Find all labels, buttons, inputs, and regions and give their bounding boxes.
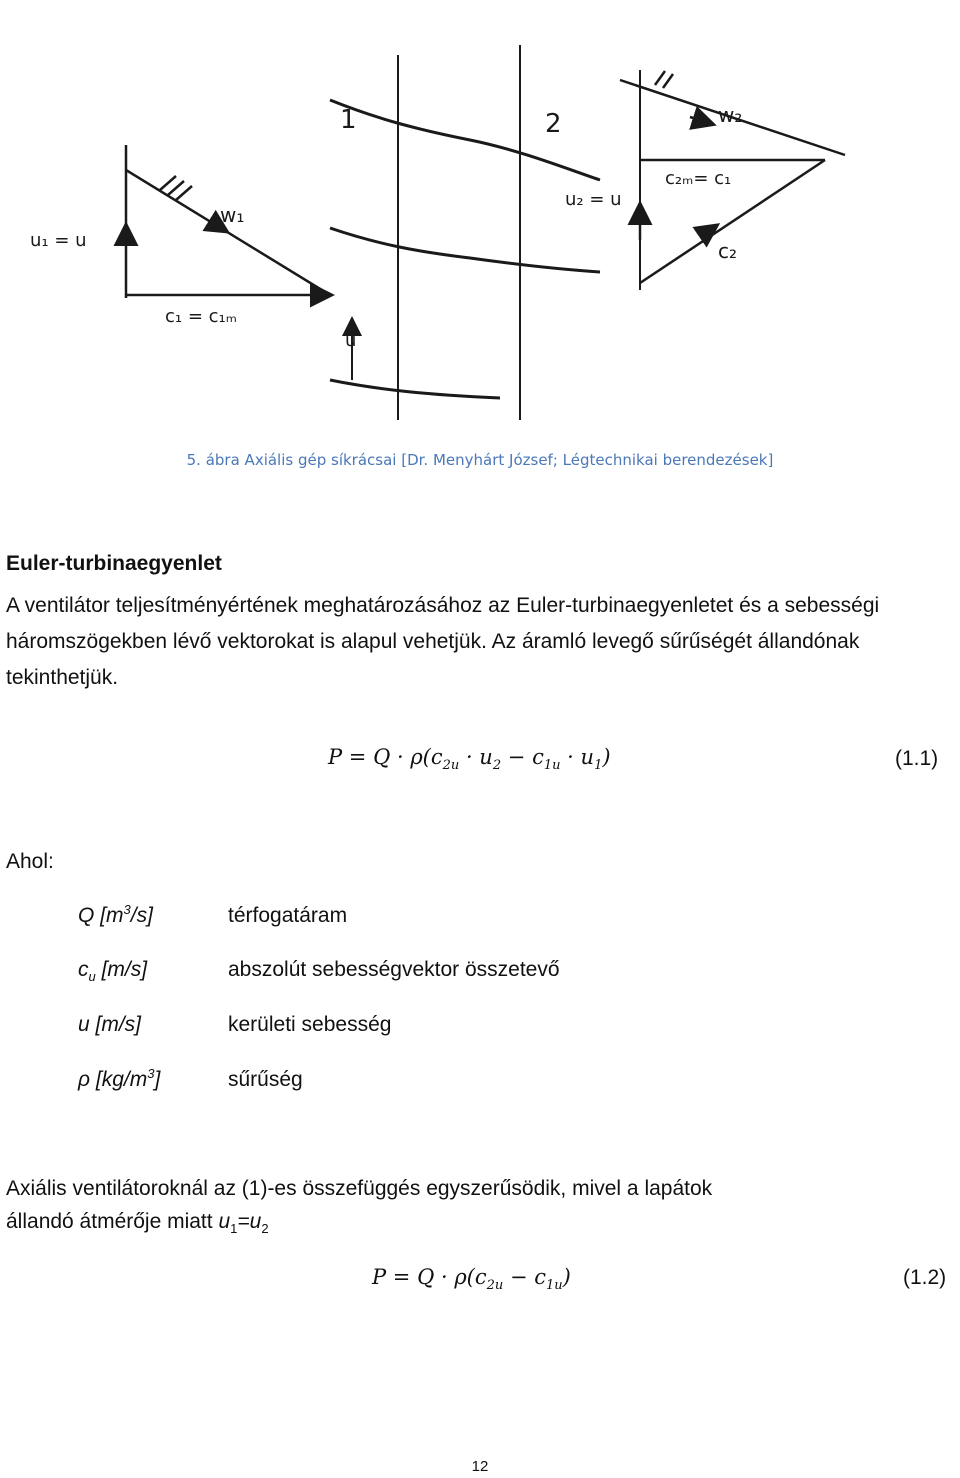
u1-label: u₁ = u [30,230,87,251]
u-label: u [345,330,357,351]
equation-number-1-1: (1.1) [895,747,939,770]
w1-label: w₁ [220,203,245,227]
c2-label: c₂ [718,239,738,263]
intro-paragraph: A ventilátor teljesítményértének meghatározásához az Euler-turbinaegyenletet és a sebességi háromszögekben lévő vektorokat is alapul vehetjük. Az áramló levegő sűrűségét állandónak tekinthetjük. [6,594,880,689]
desc-u: kerületi sebesség [228,1013,392,1036]
axial-cascade-figure [0,0,960,440]
blade-cascade [330,45,640,420]
equation-1-2: $P = Q \cdot \rho(c_{2u} - c_{1u})$ [372,1265,571,1294]
desc-q: térfogatáram [228,904,348,927]
equation-1-1: $P = Q \cdot \rho(c_{2u} \cdot u_2 - c_{1u} \cdot u_1)$ [328,745,611,774]
page-number: 12 [471,1458,489,1475]
equation-number-1-2: (1.2) [903,1266,947,1289]
blade-1-label: 1 [340,105,357,135]
symbol-rho: ρ $[kg/m^3]$ [78,1066,161,1091]
figure-caption: 5. ábra Axiális gép síkrácsai [Dr. Menyhárt József; Légtechnikai berendezések] [186,451,774,469]
symbol-q: Q $[m^3/s]$ [78,902,153,927]
desc-cu: abszolút sebességvektor összetevő [228,958,560,981]
axial-line-2: állandó átmérője miatt $u_1=u_2$ [6,1210,269,1237]
axial-line-1: Axiális ventilátoroknál az (1)-es összefüggés egyszerűsödik, mivel a lapátok [6,1177,713,1200]
where-label: Ahol: [6,850,54,873]
w2-label: w₂ [718,103,743,127]
symbol-cu: $c_u$ [m/s] [78,958,148,985]
c1-label: c₁ = c₁ₘ [165,306,237,327]
symbol-u: u [m/s] [78,1013,142,1036]
blade-2-label: 2 [545,109,562,139]
desc-rho: sűrűség [228,1068,303,1091]
u2-label: u₂ = u [565,189,622,210]
figure-labels [30,103,742,351]
c2m-label: c₂ₘ= c₁ [665,168,732,189]
section-heading: Euler-turbinaegyenlet [6,552,222,575]
